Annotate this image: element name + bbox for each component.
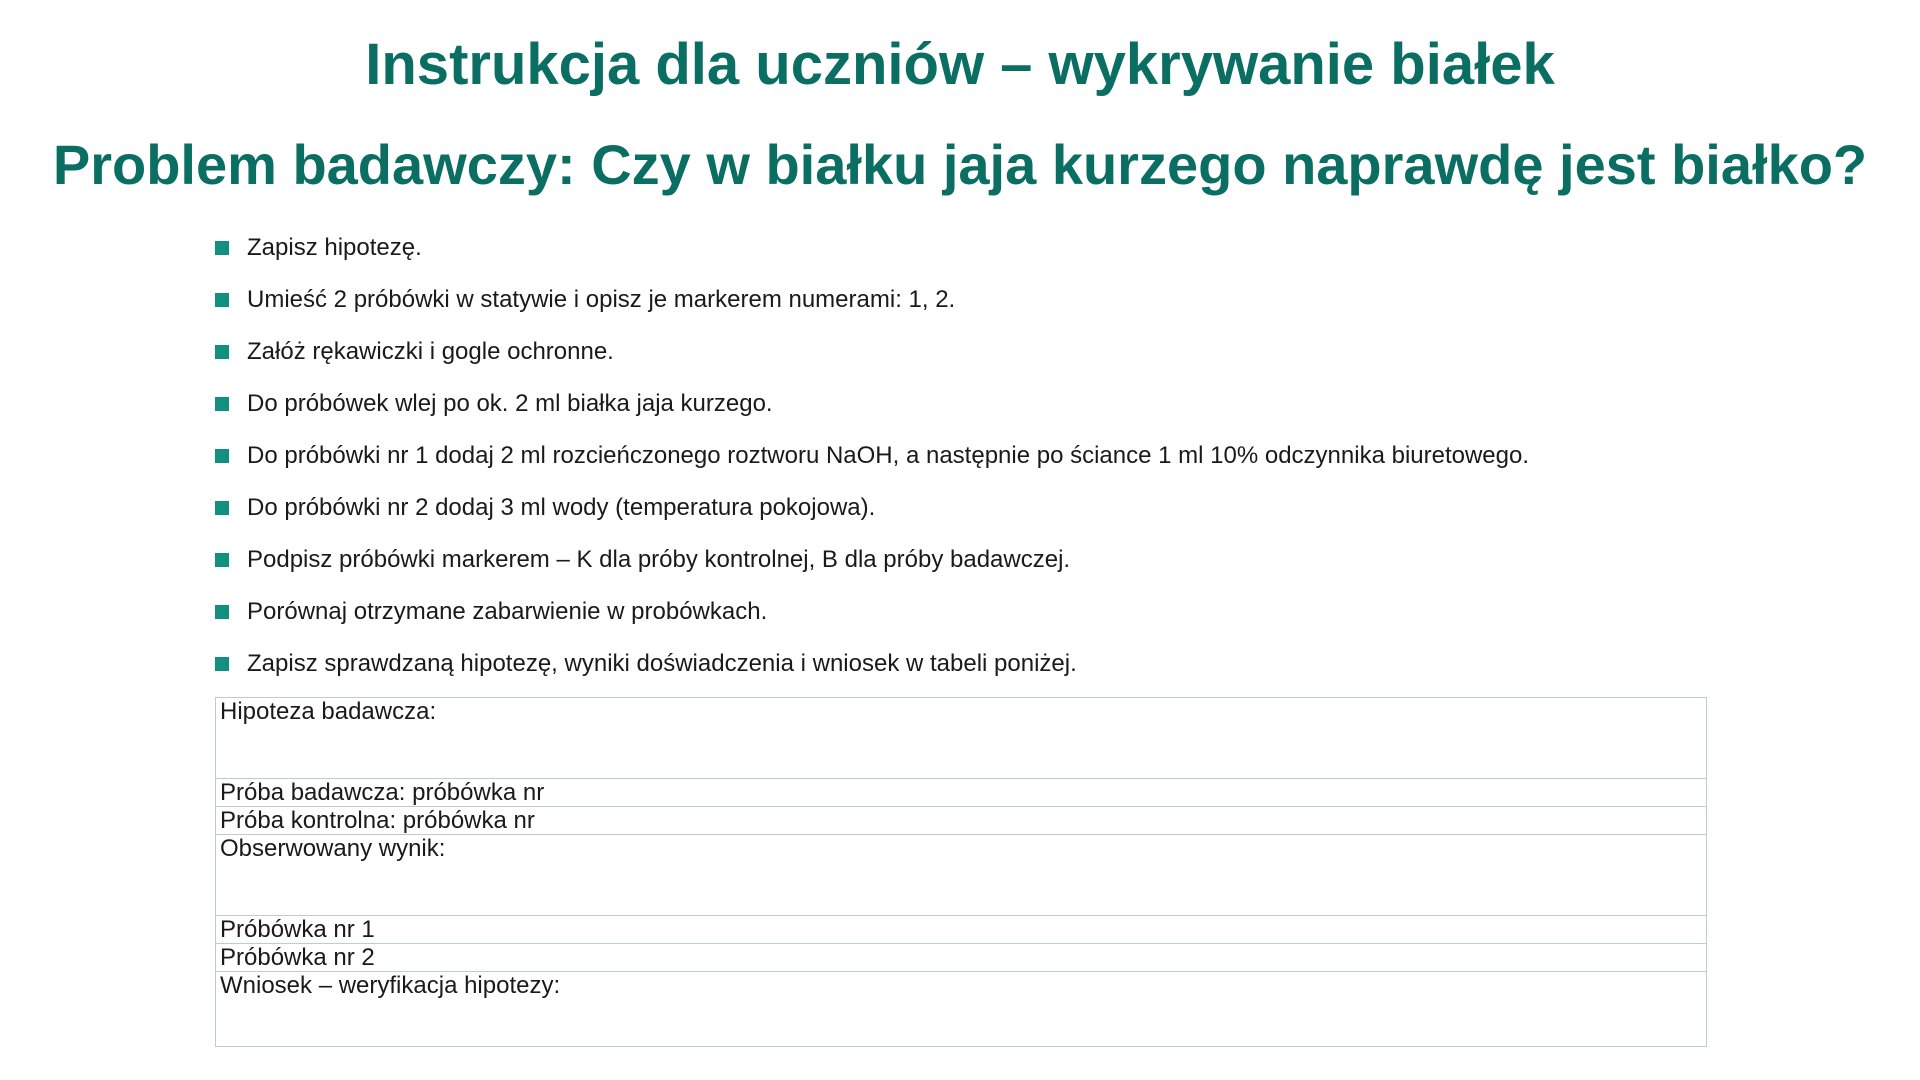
list-item (215, 326, 1715, 378)
table-row (216, 835, 1707, 916)
control-sample-cell: Próba kontrolna: próbówka nr (216, 807, 1707, 835)
list-item (215, 638, 1715, 690)
list-item (215, 534, 1715, 586)
step-text: Umieść 2 próbówki w statywie i opisz je markerem numerami: 1, 2. (247, 286, 956, 313)
table-row (216, 779, 1707, 807)
list-item (215, 222, 1715, 274)
table-row (216, 698, 1707, 779)
results-table (215, 697, 1707, 1047)
step-text: Podpisz próbówki markerem – K dla próby kontrolnej, B dla próby badawczej. (247, 546, 1071, 573)
square-bullet-icon (215, 657, 229, 671)
step-text: Do próbówki nr 1 dodaj 2 ml rozcieńczonego roztworu NaOH, a następnie po ściance 1 ml 10% odczynnika biuretowego. (247, 442, 1530, 469)
table-row (216, 916, 1707, 944)
square-bullet-icon (215, 241, 229, 255)
square-bullet-icon (215, 501, 229, 515)
list-item (215, 586, 1715, 638)
tube-2-cell: Próbówka nr 2 (216, 944, 1707, 972)
step-text: Porównaj otrzymane zabarwienie w probówkach. (247, 598, 768, 625)
step-text: Do próbówki nr 2 dodaj 3 ml wody (temperatura pokojowa). (247, 494, 876, 521)
square-bullet-icon (215, 449, 229, 463)
table-row (216, 807, 1707, 835)
list-item (215, 482, 1715, 534)
conclusion-cell: Wniosek – weryfikacja hipotezy: (216, 972, 1707, 1047)
square-bullet-icon (215, 293, 229, 307)
square-bullet-icon (215, 345, 229, 359)
tube-1-cell: Próbówka nr 1 (216, 916, 1707, 944)
step-text: Zapisz sprawdzaną hipotezę, wyniki doświadczenia i wniosek w tabeli poniżej. (247, 650, 1077, 677)
square-bullet-icon (215, 397, 229, 411)
square-bullet-icon (215, 553, 229, 567)
table-row (216, 972, 1707, 1047)
test-sample-cell: Próba badawcza: próbówka nr (216, 779, 1707, 807)
step-text: Do próbówek wlej po ok. 2 ml białka jaja kurzego. (247, 390, 773, 417)
list-item (215, 378, 1715, 430)
observed-result-cell: Obserwowany wynik: (216, 835, 1707, 916)
step-text: Zapisz hipotezę. (247, 234, 422, 261)
table-row (216, 944, 1707, 972)
list-item (215, 430, 1715, 482)
hypothesis-cell: Hipoteza badawcza: (216, 698, 1707, 779)
instruction-list (215, 222, 1715, 690)
page-title: Instrukcja dla uczniów – wykrywanie białek (365, 32, 1555, 97)
research-problem-heading: Problem badawczy: Czy w białku jaja kurzego naprawdę jest białko? (52, 133, 1868, 196)
square-bullet-icon (215, 605, 229, 619)
list-item (215, 274, 1715, 326)
step-text: Załóż rękawiczki i gogle ochronne. (247, 338, 614, 365)
